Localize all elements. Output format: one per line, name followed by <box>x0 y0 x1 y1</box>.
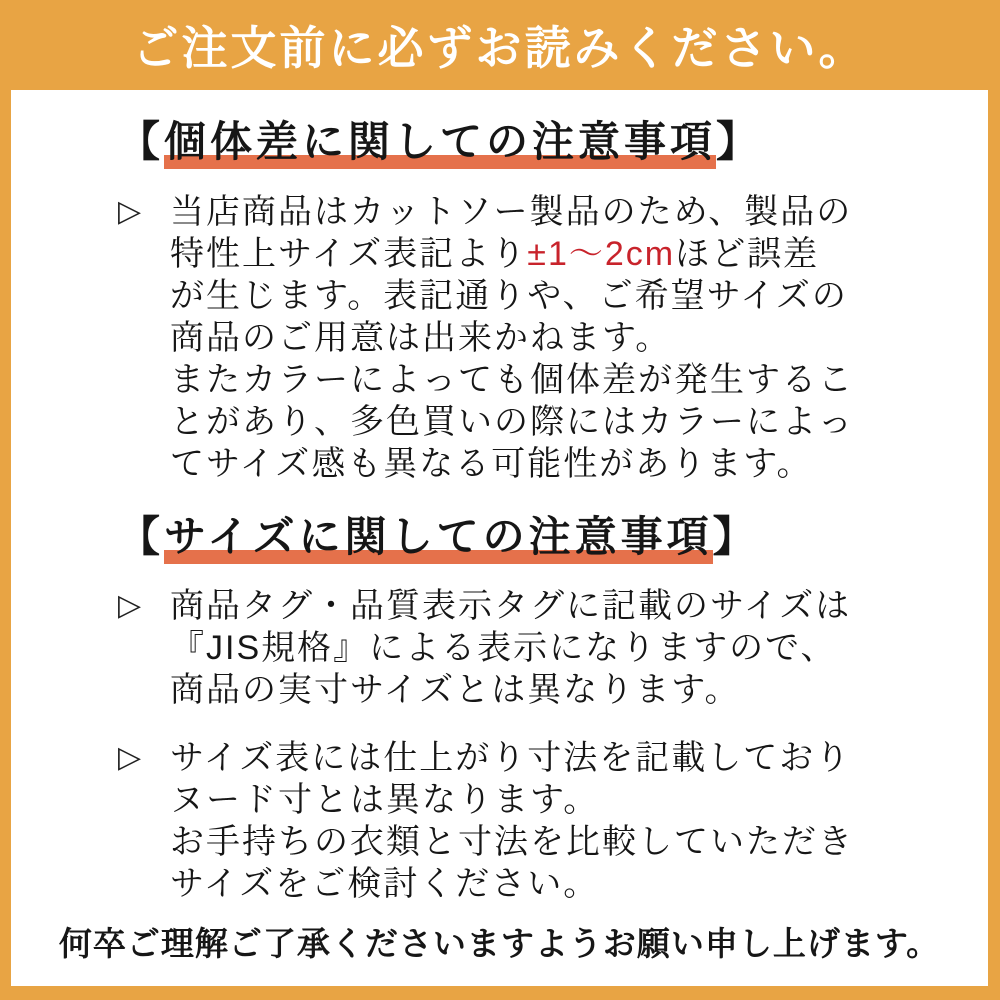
bullet-item-tolerance <box>118 191 988 485</box>
section-size-notes <box>11 511 988 906</box>
text-line: てサイズ感も異なる可能性があります。 <box>170 444 813 483</box>
text-segment: ほど誤差 <box>675 234 820 273</box>
triangle-bullet-icon: ▷ <box>118 741 142 774</box>
triangle-bullet-icon: ▷ <box>118 194 142 228</box>
top-banner <box>0 0 1000 90</box>
text-line: 『JIS規格』による表示になりますので、 <box>170 629 837 667</box>
text-line: またカラーによっても個体差が発生するこ <box>170 360 854 399</box>
banner-title: ご注文前に必ずお読みください。 <box>132 22 868 74</box>
text-line: 商品のご用意は出来かねます。 <box>170 318 672 357</box>
heading-open-bracket: 【 <box>118 512 165 560</box>
text-line: 商品タグ・品質表示タグに記載のサイズは <box>170 587 852 625</box>
bullet-item-jis-standard <box>118 585 988 711</box>
text-line: 商品の実寸サイズとは異なります。 <box>170 671 741 709</box>
text-line <box>170 233 854 275</box>
closing-note-text: 何卒ご理解ご了承くださいますようお願い申し上げます。 <box>58 925 941 962</box>
text-line: 当店商品はカットソー製品のため、製品の <box>170 192 853 231</box>
section-individual-differences <box>11 116 988 485</box>
text-line: サイズ表には仕上がり寸法を記載しており <box>170 739 852 777</box>
tolerance-highlight: ±1〜2cm <box>527 234 676 273</box>
bullet-text <box>170 191 854 485</box>
heading-underlined-text: サイズに関しての注意事項 <box>164 513 713 564</box>
bullet-text <box>170 737 854 905</box>
text-line: とがあり、多色買いの際にはカラーによっ <box>170 402 854 441</box>
text-line: が生じます。表記通りや、ご希望サイズの <box>170 276 848 315</box>
text-line: お手持ちの衣類と寸法を比較していただき <box>170 823 854 861</box>
heading-close-bracket: 】 <box>712 512 759 560</box>
section-heading-size-notes <box>118 511 988 564</box>
text-line: サイズをご検討ください。 <box>170 865 600 903</box>
heading-open-bracket: 【 <box>118 118 165 165</box>
closing-note <box>11 923 988 965</box>
bullet-text <box>170 585 851 711</box>
triangle-bullet-icon: ▷ <box>118 589 142 622</box>
section-heading-individual-differences <box>118 116 988 169</box>
heading-underlined-text: 個体差に関しての注意事項 <box>164 118 716 169</box>
text-segment: 特性上サイズ表記より <box>170 234 528 273</box>
bullet-item-finished-measurements <box>118 737 988 905</box>
bottom-orange-strip <box>0 986 1000 1000</box>
text-line: ヌード寸とは異なります。 <box>170 781 600 819</box>
heading-close-bracket: 】 <box>716 118 763 165</box>
notice-body <box>11 116 988 965</box>
